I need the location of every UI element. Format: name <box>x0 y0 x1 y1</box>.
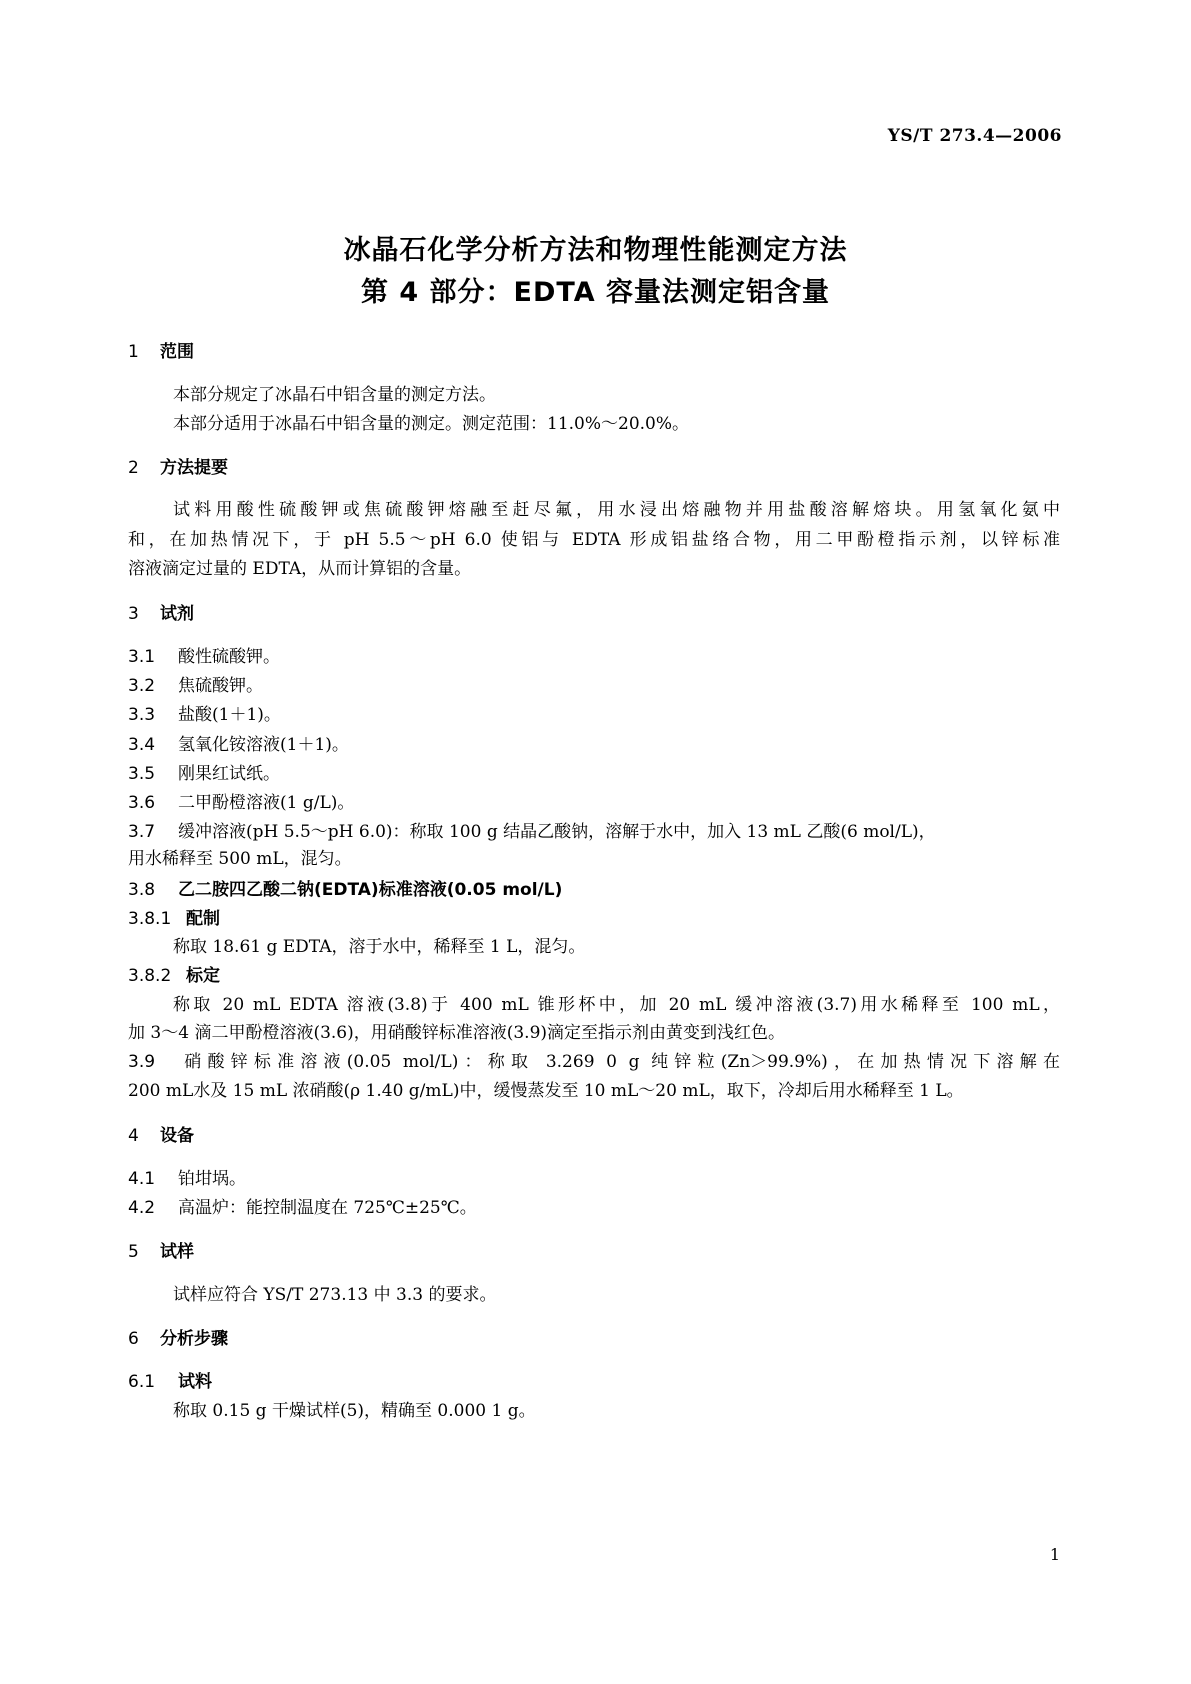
paragraph: 称取 18.61 g EDTA，溶于水中，稀释至 1 L，混匀。 <box>173 937 586 957</box>
list-item <box>128 1196 1060 1220</box>
item-text: 铂坩埚。 <box>178 1169 246 1189</box>
list-item <box>128 645 1060 669</box>
document-subtitle: 第 4 部分：EDTA 容量法测定铝含量 <box>360 277 831 308</box>
paragraph-line: 试料用酸性硫酸钾或焦硫酸钾熔融至赶尽氟，用水浸出熔融物并用盐酸溶解熔块。用氢氧化氨中 <box>173 500 1060 520</box>
subsection-heading <box>128 907 1060 931</box>
item-number: 4.2 <box>128 1198 156 1218</box>
item-text: 乙二胺四乙酸二钠(EDTA)标准溶液(0.05 mol/L) <box>178 880 563 900</box>
item-text: 刚果红试纸。 <box>178 764 280 784</box>
subsection-title: 试料 <box>178 1372 212 1392</box>
paragraph-line: 加 3～4 滴二甲酚橙溶液(3.6)，用硝酸锌标准溶液(3.9)滴定至指示剂由黄变到浅红色。 <box>128 1023 786 1043</box>
item-number: 3.9 <box>128 1052 156 1072</box>
section-2-heading <box>128 456 1060 480</box>
section-title: 方法提要 <box>160 458 228 478</box>
list-item <box>128 674 1060 698</box>
section-1-heading <box>128 340 1060 364</box>
paragraph-line: 和，在加热情况下，于 pH 5.5～pH 6.0 使铝与 EDTA 形成铝盐络合物，用二甲酚橙指示剂，以锌标准 <box>128 530 1060 550</box>
item-text: 氢氧化铵溶液(1＋1)。 <box>178 735 349 755</box>
section-title: 试样 <box>160 1242 194 1262</box>
item-number: 3.7 <box>128 822 156 842</box>
item-number: 3.4 <box>128 735 156 755</box>
list-item <box>128 1050 1060 1074</box>
paragraph: 试样应符合 YS/T 273.13 中 3.3 的要求。 <box>173 1285 497 1305</box>
section-number: 1 <box>128 342 139 362</box>
paragraph: 称取 0.15 g 干燥试样(5)，精确至 0.000 1 g。 <box>173 1401 536 1421</box>
item-continuation: 用水稀释至 500 mL，混匀。 <box>128 849 352 869</box>
item-continuation: 200 mL水及 15 mL 浓硝酸(ρ 1.40 g/mL)中，缓慢蒸发至 10 mL～20 mL，取下，冷却后用水稀释至 1 L。 <box>128 1081 964 1101</box>
subsection-title: 配制 <box>186 909 220 929</box>
item-number: 6.1 <box>128 1372 156 1392</box>
subsection-heading <box>128 964 1060 988</box>
item-number: 3.2 <box>128 676 156 696</box>
section-number: 5 <box>128 1242 139 1262</box>
item-number: 3.3 <box>128 705 156 725</box>
list-item <box>128 820 1060 844</box>
item-number: 3.6 <box>128 793 156 813</box>
list-item <box>128 733 1060 757</box>
section-title: 分析步骤 <box>160 1329 228 1349</box>
list-item-heading <box>128 878 1060 902</box>
section-number: 4 <box>128 1126 139 1146</box>
page-number: 1 <box>1049 1545 1060 1564</box>
item-text: 高温炉：能控制温度在 725℃±25℃。 <box>178 1198 477 1218</box>
section-3-heading <box>128 602 1060 626</box>
paragraph: 本部分适用于冰晶石中铝含量的测定。测定范围：11.0%～20.0%。 <box>173 414 690 434</box>
list-item <box>128 762 1060 786</box>
section-title: 范围 <box>160 342 194 362</box>
item-text: 二甲酚橙溶液(1 g/L)。 <box>178 793 355 813</box>
item-text: 硝酸锌标准溶液(0.05 mol/L)：称取 3.269 0 g 纯锌粒(Zn＞99.9%)，在加热情况下溶解在 <box>178 1052 1060 1072</box>
section-number: 6 <box>128 1329 139 1349</box>
list-item <box>128 1167 1060 1191</box>
subsection-title: 标定 <box>186 966 220 986</box>
item-number: 3.8 <box>128 880 156 900</box>
item-text: 盐酸(1＋1)。 <box>178 705 281 725</box>
item-text: 酸性硫酸钾。 <box>178 647 280 667</box>
paragraph-line: 溶液滴定过量的 EDTA，从而计算铝的含量。 <box>128 559 472 579</box>
section-title: 设备 <box>160 1126 194 1146</box>
subsection-heading <box>128 1370 1060 1394</box>
item-number: 3.8.1 <box>128 909 172 929</box>
list-item <box>128 791 1060 815</box>
document-title: 冰晶石化学分析方法和物理性能测定方法 <box>343 235 848 266</box>
item-number: 3.5 <box>128 764 156 784</box>
item-number: 3.1 <box>128 647 156 667</box>
section-5-heading <box>128 1240 1060 1264</box>
list-item <box>128 703 1060 727</box>
section-number: 2 <box>128 458 139 478</box>
section-6-heading <box>128 1327 1060 1351</box>
item-number: 4.1 <box>128 1169 156 1189</box>
item-text: 缓冲溶液(pH 5.5～pH 6.0)：称取 100 g 结晶乙酸钠，溶解于水中，加入 13 mL 乙酸(6 mol/L)， <box>178 822 936 842</box>
paragraph-line: 称取 20 mL EDTA 溶液(3.8)于 400 mL 锥形杯中，加 20 mL 缓冲溶液(3.7)用水稀释至 100 mL， <box>173 995 1060 1015</box>
section-number: 3 <box>128 604 139 624</box>
standard-number: YS/T 273.4—2006 <box>887 126 1062 146</box>
section-4-heading <box>128 1124 1060 1148</box>
item-text: 焦硫酸钾。 <box>178 676 263 696</box>
item-number: 3.8.2 <box>128 966 172 986</box>
section-title: 试剂 <box>160 604 194 624</box>
paragraph: 本部分规定了冰晶石中铝含量的测定方法。 <box>173 385 496 405</box>
